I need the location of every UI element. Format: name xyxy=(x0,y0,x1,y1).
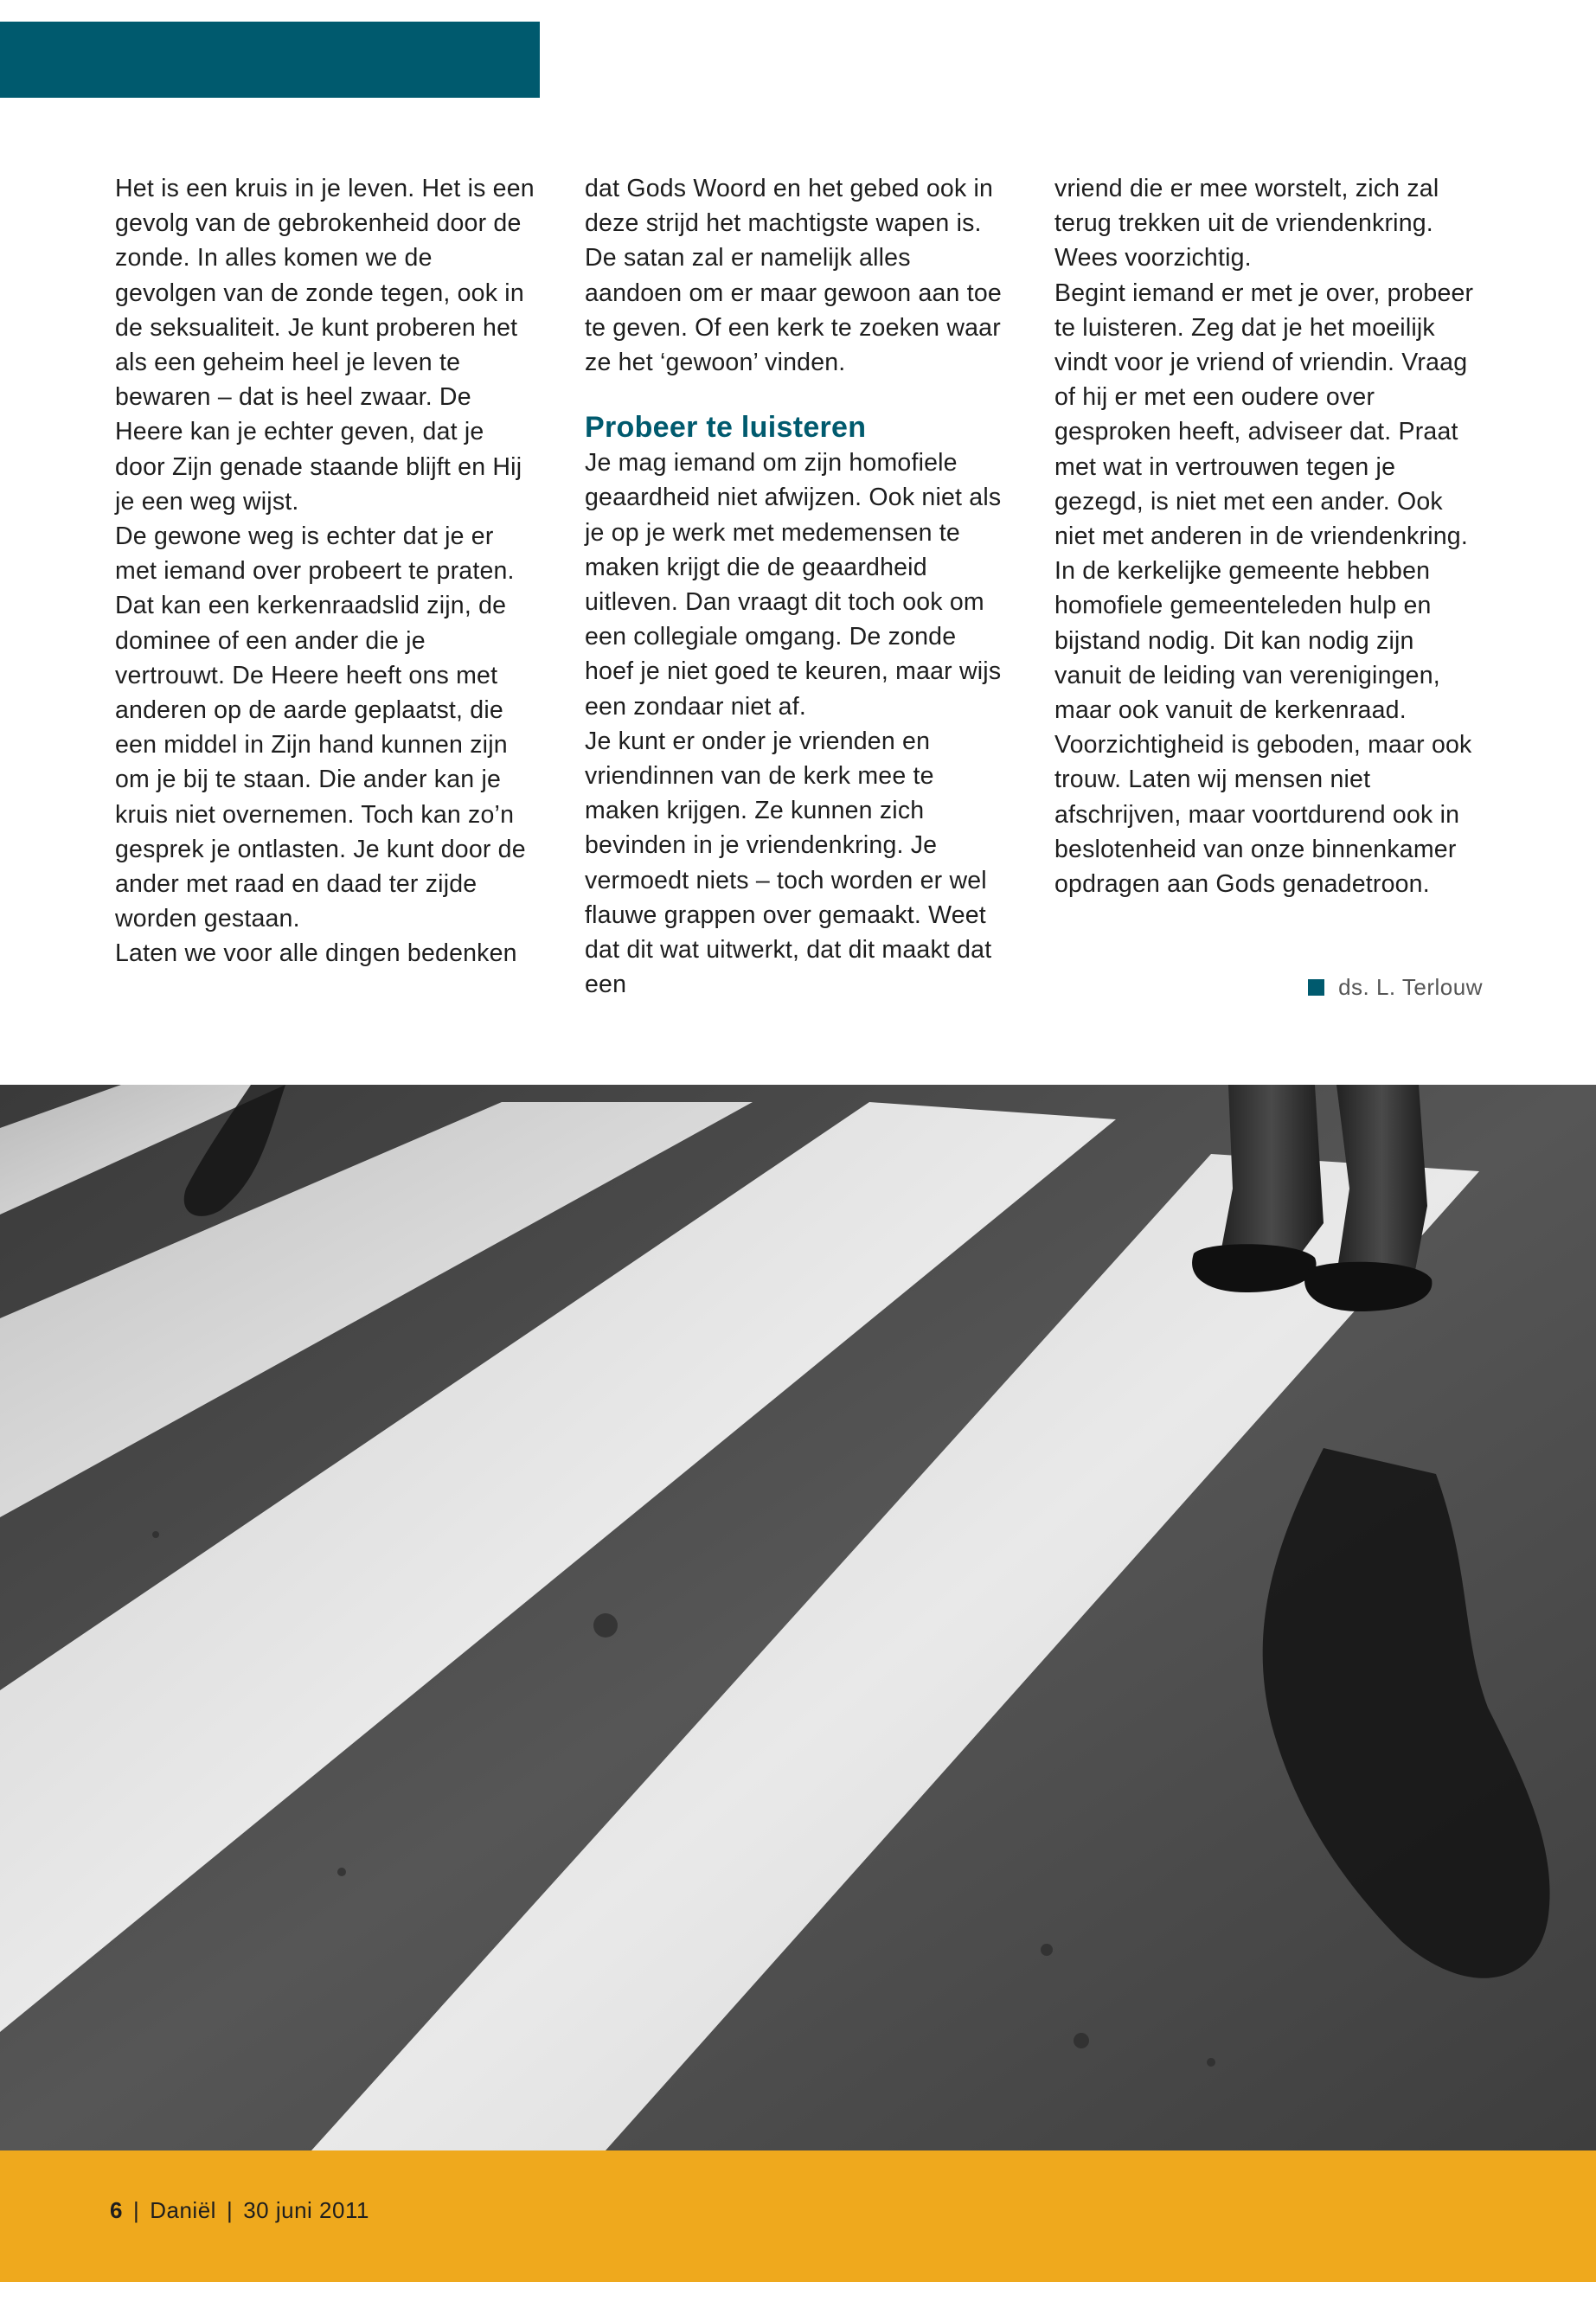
header-accent-bar xyxy=(0,22,540,98)
paragraph: Je mag iemand om zijn homofiele geaardheid niet afwijzen. Ook niet als je op je werk met medemensen te maken krijgt die de geaardheid uitleven. Dan vraagt dit toch ook om een collegiale omgang. De zonde hoef je niet goed te keuren, maar wijs een zondaar niet af. xyxy=(585,449,1002,721)
text-column-2 xyxy=(585,171,1009,1002)
issue-date: 30 juni 2011 xyxy=(243,2197,369,2223)
text-column-1 xyxy=(115,171,539,1002)
section-heading: Probeer te luisteren xyxy=(585,411,867,445)
paragraph: Het is een kruis in je leven. Het is een gevolg van de gebrokenheid door de zonde. In alles komen we de gevolgen van de zonde tegen, ook in de seksualiteit. Je kunt proberen het als een geheim heel je leven te bewaren – dat is heel zwaar. De Heere kan je echter geven, dat je door Zijn genade staande blijft en Hij je een weg wijst. xyxy=(115,175,535,516)
person-right-leg xyxy=(1336,1085,1427,1275)
publication-name: Daniël xyxy=(150,2197,216,2223)
paragraph: Begint iemand er met je over, probeer te luisteren. Zeg dat je het moeilijk vindt voor je vriend of vriendin. Vraag of hij er met een oudere over gesproken heeft, adviseer dat. Praat met wat in vertrouwen tegen je gezegd, is niet met een ander. Ook niet met anderen in de vriendenkring. xyxy=(1054,279,1474,551)
footer-meta: 6 | Daniël | 30 juni 2011 xyxy=(110,2197,369,2223)
paragraph: Laten we voor alle dingen bedenken xyxy=(115,939,517,968)
page-number: 6 xyxy=(110,2197,123,2223)
paragraph: vriend die er mee worstelt, zich zal terug trekken uit de vriendenkring. Wees voorzichtig. xyxy=(1054,175,1439,272)
person-left-leg xyxy=(1220,1085,1324,1258)
paragraph: dat Gods Woord en het gebed ook in deze strijd het machtigste wapen is. De satan zal er namelijk alles aandoen om er maar gewoon aan toe te geven. Of een kerk te zoeken waar ze het ‘gewoon’ vinden. xyxy=(585,175,1002,377)
square-bullet-icon xyxy=(1308,979,1324,996)
author-name: ds. L. Terlouw xyxy=(1338,974,1483,1000)
paragraph: De gewone weg is echter dat je er met iemand over probeert te praten. Dat kan een kerkenraadslid zijn, de dominee of een ander die je vertrouwt. De Heere heeft ons met anderen op de aarde geplaatst, die een middel in Zijn hand kunnen zijn om je bij te staan. Die ander kan je kruis niet overnemen. Toch kan zo’n gesprek je ontlasten. Je kunt door de ander met raad en daad ter zijde worden gestaan. xyxy=(115,522,526,933)
paragraph: Je kunt er onder je vrienden en vriendinnen van de kerk mee te maken krijgen. Ze kunnen zich bevinden in je vriendenkring. Je vermoedt niets – toch worden er wel flauwe grappen over gemaakt. Weet dat dit wat uitwerkt, dat dit maakt dat een xyxy=(585,727,992,999)
page-footer xyxy=(0,2150,1596,2282)
crosswalk-illustration xyxy=(0,1085,1596,2150)
article-body xyxy=(115,171,1486,1002)
author-credit xyxy=(1308,974,1483,1001)
paragraph: In de kerkelijke gemeente hebben homofiele gemeenteleden hulp en bijstand nodig. Dit kan nodig zijn vanuit de leiding van verenigingen, maar ook vanuit de kerkenraad. Voorzichtigheid is geboden, maar ook trouw. Laten wij mensen niet afschrijven, maar voortdurend ook in beslotenheid van onze binnenkamer opdragen aan Gods genadetroon. xyxy=(1054,557,1472,899)
crosswalk-photo xyxy=(0,1085,1596,2150)
text-column-3 xyxy=(1054,171,1478,1002)
